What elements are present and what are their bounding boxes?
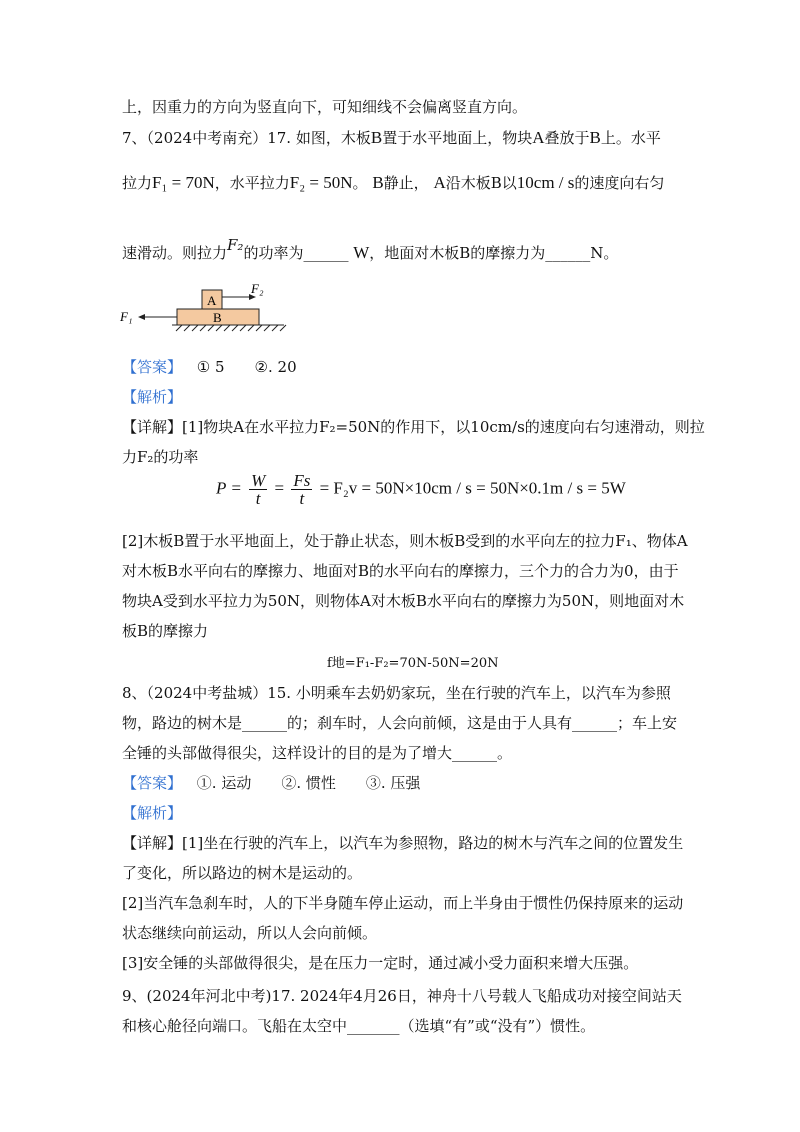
eq-fs: Fs	[293, 471, 311, 490]
eq-equals: =	[274, 478, 285, 498]
f2-label: F₂	[251, 283, 264, 296]
q8-detail-5: [3]安全锤的头部做得很尖，是在压力一定时，通过减小受力面积来增大压强。	[122, 954, 639, 972]
f1-arrowhead	[138, 314, 145, 320]
detail-tag: 【详解】	[122, 834, 183, 852]
q8-detail-4: 状态继续向前运动，所以人会向前倾。	[122, 924, 378, 942]
q8-answer-line	[122, 772, 420, 793]
board-b-label: B	[213, 310, 222, 325]
ground-hatch	[176, 325, 286, 331]
q8-detail-3: [2]当汽车急刹车时，人的下半身随车停止运动，而上半身由于惯性仍保持原来的运动	[122, 894, 684, 912]
q7-text: 叠放于	[544, 129, 590, 147]
q7-detail-2: 力F₂的功率	[122, 448, 199, 466]
text-line: 上，因重力的方向为竖直向下，可知细线不会偏离竖直方向。	[122, 98, 528, 116]
question-7-line-2	[122, 172, 664, 193]
fraction-fs-t	[291, 472, 312, 507]
q7-speed: 10cm / s	[516, 173, 575, 192]
q7-text: 。	[352, 174, 368, 192]
q7-text: ，水平拉力	[214, 174, 290, 192]
q7-text: 的速度向右匀	[574, 174, 665, 192]
eq-t: t	[299, 489, 305, 508]
q8-detail-1	[122, 832, 683, 853]
q7-unit-w: W	[353, 243, 370, 262]
question-9-line-2: 和核心舱径向端口。飞船在太空中_______（选填“有”或“没有”）惯性。	[122, 1017, 596, 1035]
fraction-w-t	[249, 472, 267, 507]
q7-detail-5: 物块A受到水平拉力为50N，则物体A对木板B水平向右的摩擦力为50N，则地面对木	[122, 592, 685, 610]
q7-text: ，地面对木板B的摩擦力为______N。	[369, 244, 619, 262]
q8-analysis-tag: 【解析】	[122, 804, 183, 822]
question-7-line-3	[122, 236, 619, 263]
q8-answer: ①. 运动 ②. 惯性 ③. 压强	[196, 774, 421, 792]
q7-text: 上。水平	[600, 129, 661, 147]
detail-text: [1]坐在行驶的汽车上，以汽车为参照物，路边的树木与汽车之间的位置发生	[182, 834, 684, 852]
q7-f2-symbol: F₂	[227, 236, 244, 254]
q7-f2-equation: F₂ = 50N	[289, 173, 353, 192]
question-8-line-2: 物，路边的树木是______的；刹车时，人会向前倾，这是由于人具有______；车上安	[122, 714, 678, 732]
q7-answer-line	[122, 356, 297, 377]
eq-w: W	[251, 471, 266, 490]
q7-text: 的功率为______	[243, 244, 349, 262]
q7-detail-1	[122, 416, 705, 437]
q7-text: 沿木板B以	[445, 174, 517, 192]
q7-f1-equation: F₁ = 70N	[152, 173, 215, 192]
q7-analysis-tag: 【解析】	[122, 388, 183, 406]
q7-answer: ① 5 ②. 20	[196, 358, 297, 376]
eq-t: t	[255, 489, 261, 508]
question-8-line-3: 全锤的头部做得很尖，这样设计的目的是为了增大______。	[122, 744, 513, 762]
f1-label: F₁	[120, 309, 133, 324]
q7-symbol-b: B	[372, 173, 384, 192]
q7-symbol-b: B	[370, 128, 383, 147]
q7-text: 静止，	[383, 174, 429, 192]
q8-detail-2: 了变化，所以路边的树木是运动的。	[122, 864, 363, 882]
answer-tag: 【答案】	[122, 358, 183, 376]
answer-tag: 【答案】	[122, 774, 183, 792]
q7-detail-7: f地=F₁-F₂=70N-50N=20N	[327, 656, 499, 671]
q7-text: 置于水平地面上，物块	[382, 129, 533, 147]
q7-detail-3: [2]木板B置于水平地面上，处于静止状态，则木板B受到的水平向左的拉力F₁、物体A	[122, 532, 688, 550]
q7-symbol-b: B	[589, 128, 601, 147]
question-7-line-1	[122, 127, 661, 148]
question-9-line-1: 9、(2024年河北中考)17. 2024年4月26日，神舟十八号载人飞船成功对接空间站天	[122, 987, 682, 1005]
detail-text: [1]物块A在水平拉力F₂=50N的作用下，以10cm/s的速度向右匀速滑动，则拉	[182, 418, 705, 436]
q7-symbol-a: A	[532, 128, 545, 147]
q7-symbol-a: A	[433, 173, 446, 192]
power-equation	[216, 472, 626, 507]
force-diagram	[118, 283, 318, 343]
eq-rest: = F₂v = 50N×10cm / s = 50N×0.1m / s = 5W	[319, 478, 626, 498]
q7-detail-6: 板B的摩擦力	[122, 622, 209, 640]
question-8-line-1: 8、（2024中考盐城）15. 小明乘车去奶奶家玩，坐在行驶的汽车上，以汽车为参照	[122, 684, 671, 702]
eq-p: P =	[216, 478, 242, 498]
block-a-label: A	[207, 293, 217, 308]
q7-text: 7、（2024中考南充）17. 如图，木板	[122, 129, 371, 147]
detail-tag: 【详解】	[122, 418, 183, 436]
q7-text: 拉力	[122, 174, 153, 192]
q7-text: 速滑动。则拉力	[122, 244, 228, 262]
q7-detail-4: 对木板B水平向右的摩擦力、地面对B的水平向右的摩擦力，三个力的合力为0，由于	[122, 562, 679, 580]
